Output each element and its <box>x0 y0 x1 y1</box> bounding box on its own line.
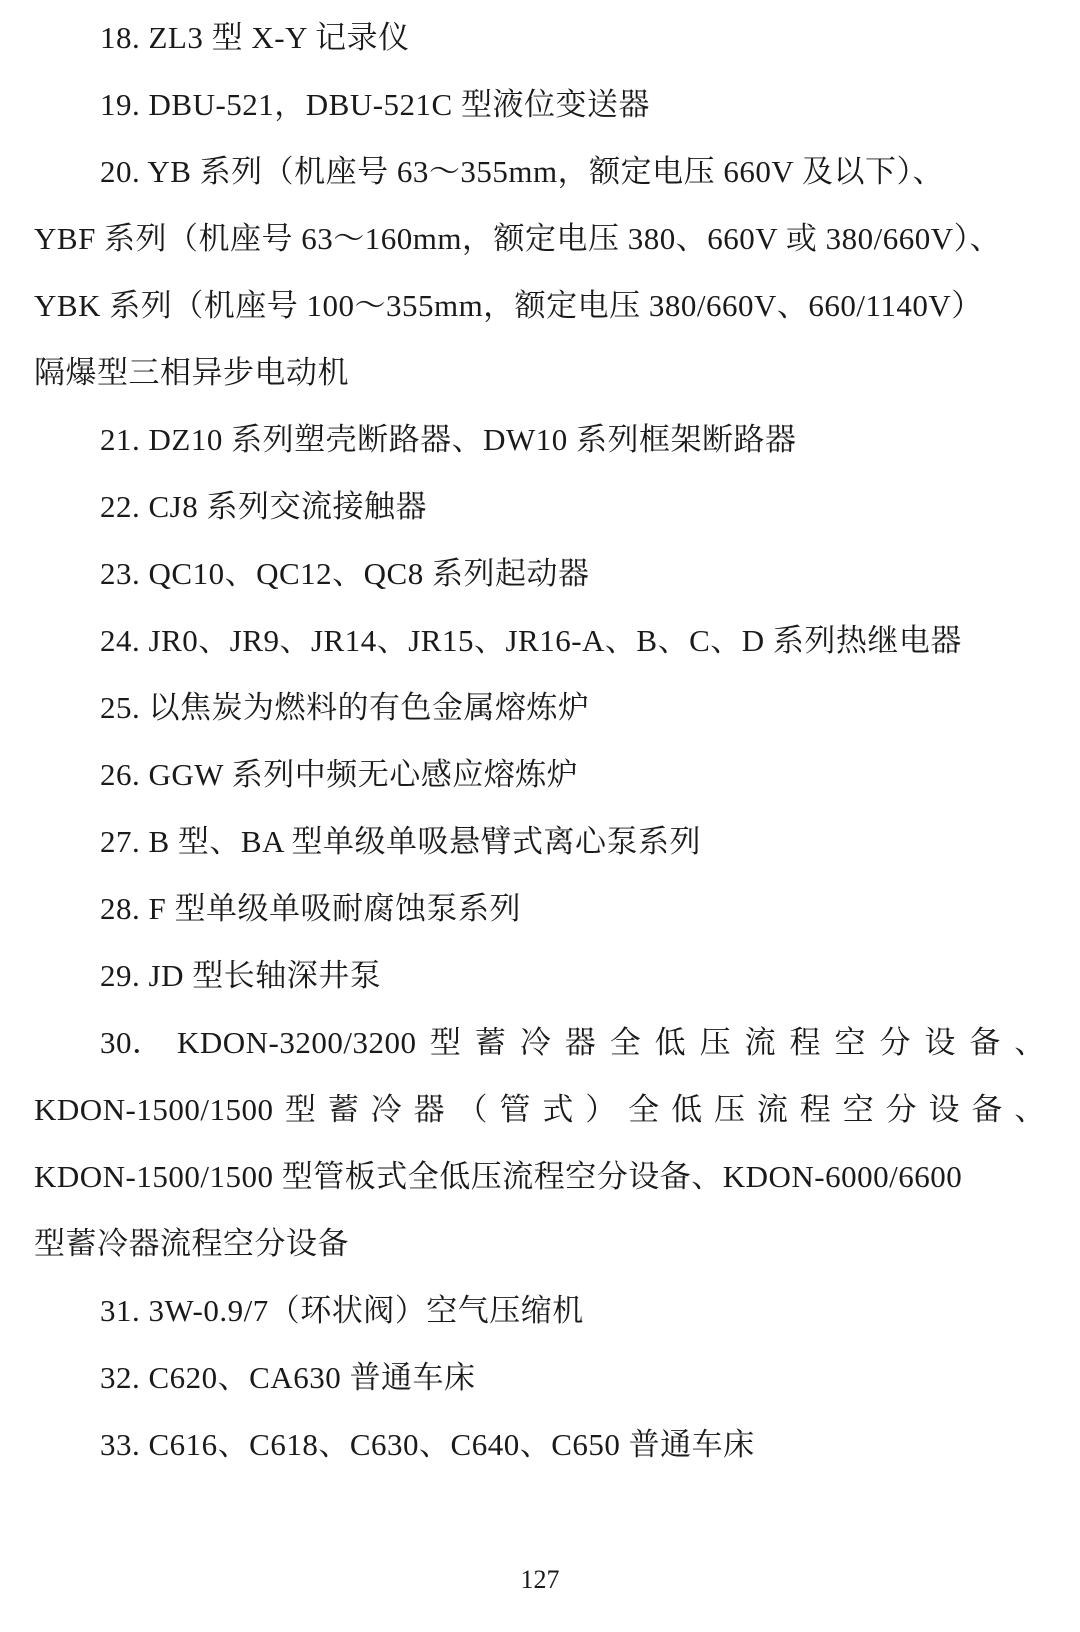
item-30-seg: 型 <box>429 1025 462 1060</box>
item-30-seg: 空 <box>842 1092 875 1127</box>
list-item-30-cont-2: KDON-1500/1500 型管板式全低压流程空分设备、KDON-6000/6600 <box>34 1159 963 1194</box>
item-30-seg: 压 <box>713 1092 746 1127</box>
list-item-26: 26. GGW 系列中频无心感应熔炼炉 <box>100 757 579 792</box>
item-30-seg: 备 <box>969 1025 1001 1060</box>
page-number: 127 <box>520 1565 560 1594</box>
item-30-seg: 流 <box>756 1092 789 1127</box>
item-30-seg: KDON-1500/1500 <box>34 1092 274 1127</box>
list-item-18: 18. ZL3 型 X-Y 记录仪 <box>100 20 410 55</box>
list-item-19: 19. DBU-521，DBU-521C 型液位变送器 <box>100 87 650 122</box>
item-30-seg: 程 <box>789 1025 822 1060</box>
item-30-seg: 器 <box>564 1025 597 1060</box>
list-item-25: 25. 以焦炭为燃料的有色金属熔炼炉 <box>100 690 590 725</box>
item-30-seg: 分 <box>879 1025 911 1060</box>
item-30-seg: 全 <box>628 1092 660 1127</box>
list-item-32: 32. C620、CA630 普通车床 <box>100 1360 476 1395</box>
item-30-seg: 蓄 <box>474 1025 507 1060</box>
list-item-27: 27. B 型、BA 型单级单吸悬臂式离心泵系列 <box>100 824 702 859</box>
item-30-seg: 管 <box>499 1092 531 1127</box>
item-30-seg: 、 <box>1014 1092 1046 1127</box>
item-30-seg: 设 <box>928 1092 960 1127</box>
item-30-seg: 式 <box>542 1092 574 1127</box>
item-30-seg: ） <box>585 1092 617 1127</box>
item-30-seg: 冷 <box>519 1025 552 1060</box>
item-30-seg: 分 <box>885 1092 918 1127</box>
list-item-20-cont-1: YBF 系列（机座号 63～160mm，额定电压 380、660V 或 380/660V）、 <box>34 221 1002 256</box>
item-30-seg: 、 <box>1014 1025 1046 1060</box>
list-item-29: 29. JD 型长轴深井泵 <box>100 958 382 993</box>
item-30-seg: 压 <box>699 1025 732 1060</box>
list-item-20-cont-3: 隔爆型三相异步电动机 <box>34 355 349 390</box>
item-30-seg: 型 <box>284 1092 317 1127</box>
item-30-seg: KDON-3200/3200 <box>176 1025 417 1060</box>
list-item-20: 20. YB 系列（机座号 63～355mm，额定电压 660V 及以下）、 <box>100 154 944 189</box>
item-30-seg: 30． <box>100 1025 164 1060</box>
item-30-seg: 蓄 <box>327 1092 360 1127</box>
item-30-seg: 程 <box>799 1092 832 1127</box>
list-item-30-cont-3: 型蓄冷器流程空分设备 <box>34 1226 349 1261</box>
list-item-31: 31. 3W-0.9/7（环状阀）空气压缩机 <box>100 1293 584 1328</box>
list-item-24: 24. JR0、JR9、JR14、JR15、JR16-A、B、C、D 系列热继电器 <box>100 623 962 658</box>
item-30-seg: （ <box>456 1092 489 1127</box>
item-30-seg: 冷 <box>370 1092 403 1127</box>
list-item-21: 21. DZ10 系列塑壳断路器、DW10 系列框架断路器 <box>100 422 797 457</box>
item-30-seg: 备 <box>971 1092 1003 1127</box>
item-30-seg: 空 <box>834 1025 866 1060</box>
list-item-30-cont-1 <box>0 1075 1080 1145</box>
item-30-seg: 器 <box>413 1092 446 1127</box>
list-item-30 <box>0 1008 1080 1078</box>
list-item-28: 28. F 型单级单吸耐腐蚀泵系列 <box>100 891 521 926</box>
item-30-seg: 低 <box>671 1092 703 1127</box>
list-item-23: 23. QC10、QC12、QC8 系列起动器 <box>100 556 590 591</box>
item-30-seg: 流 <box>744 1025 777 1060</box>
list-item-33: 33. C616、C618、C630、C640、C650 普通车床 <box>100 1427 755 1462</box>
list-item-20-cont-2: YBK 系列（机座号 100～355mm，额定电压 380/660V、660/1140V） <box>34 288 983 323</box>
list-item-22: 22. CJ8 系列交流接触器 <box>100 489 427 524</box>
item-30-seg: 全 <box>609 1025 642 1060</box>
item-30-seg: 低 <box>654 1025 687 1060</box>
item-30-seg: 设 <box>924 1025 956 1060</box>
